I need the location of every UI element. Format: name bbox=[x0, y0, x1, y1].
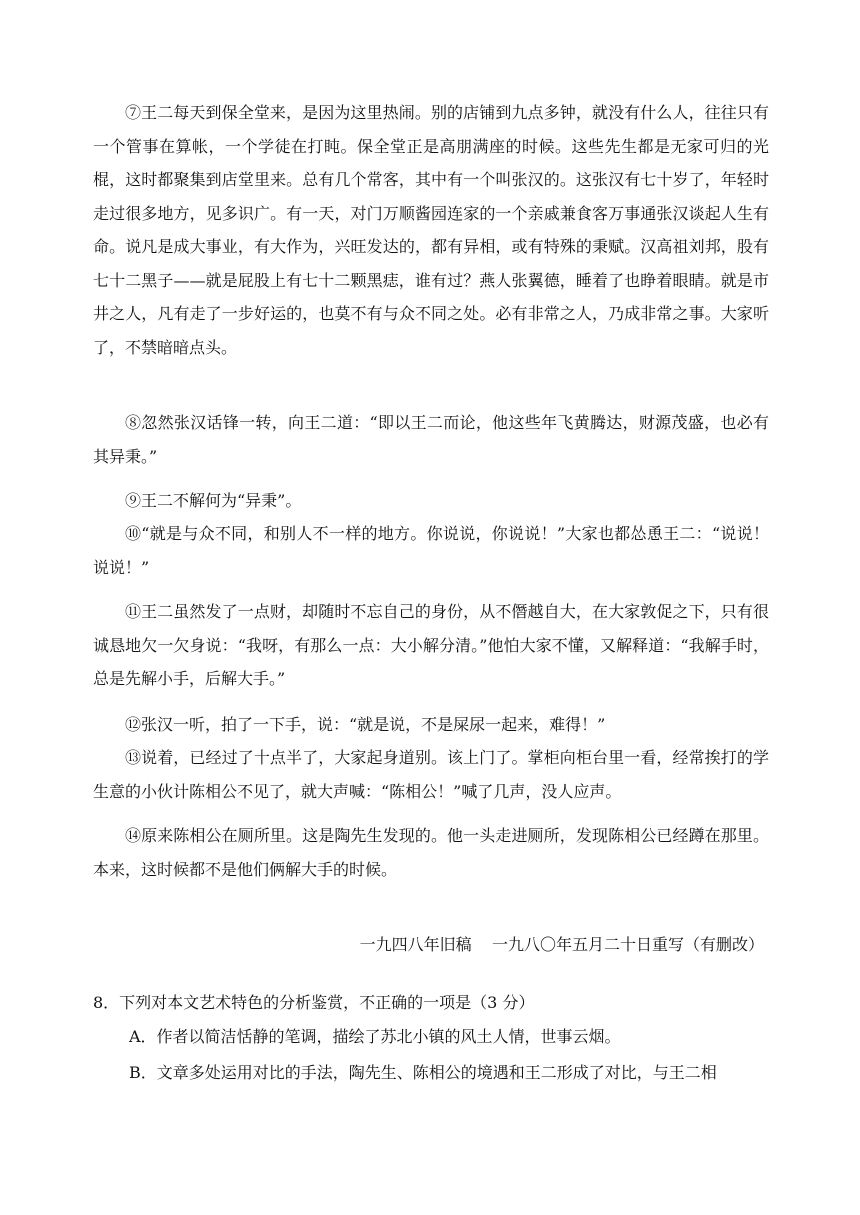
paragraph-14: ⑭原来陈相公在厕所里。这是陶先生发现的。他一头走进厕所，发现陈相公已经蹲在那里。本来，这时候都不是他们俩解大手的时候。 bbox=[93, 826, 769, 879]
author-date-note: 一九四八年旧稿 一九八〇年五月二十日重写（有删改） bbox=[359, 935, 764, 954]
paragraph-9: ⑨王二不解何为“异秉”。 bbox=[125, 491, 302, 510]
paragraph-7: ⑦王二每天到保全堂来，是因为这里热闹。别的店铺到九点多钟，就没有什么人，往往只有一个管事在算帐，一个学徒在打盹。保全堂正是高朋满座的时候。这些先生都是无家可归的光棍，这时都聚集到店堂里来。总有几个常客，其中有一个叫张汉的。这张汉有七十岁了，年轻时走过很多地方，见多识广。有一天，对门万顺酱园连家的一个亲戚兼食客万事通张汉谈起人生有命。说凡是成大事业，有大作为，兴旺发达的，都有异相，或有特殊的秉赋。汉高祖刘邦，股有七十二黑子——就是屁股上有七十二颗黑痣，谁有过？燕人张翼德，睡着了也睁着眼睛。就是市井之人，凡有走了一步好运的，也莫不有与众不同之处。必有非常之人，乃成非常之事。大家听了，不禁暗暗点头。 bbox=[93, 103, 769, 357]
paragraph-13: ⑬说着，已经过了十点半了，大家起身道别。该上门了。掌柜向柜台里一看，经常挨打的学生意的小伙计陈相公不见了，就大声喊：“陈相公！”喊了几声，没人应声。 bbox=[93, 748, 769, 801]
paragraph-12: ⑫张汉一听，拍了一下手，说：“就是说，不是屎尿一起来，难得！” bbox=[125, 715, 606, 734]
paragraph-11: ⑪王二虽然发了一点财，却随时不忘自己的身份，从不僭越自大，在大家敦促之下，只有很诚恳地欠一欠身说：“我呀，有那么一点：大小解分清。”他怕大家不懂，又解释道：“我解手时，总是先解小手，后解大手。” bbox=[93, 602, 769, 688]
paragraph-8: ⑧忽然张汉话锋一转，向王二道：“即以王二而论，他这些年飞黄腾达，财源茂盛，也必有其异秉。” bbox=[93, 413, 769, 466]
question-8-option-a: A．作者以简洁恬静的笔调，描绘了苏北小镇的风土人情，世事云烟。 bbox=[129, 1027, 621, 1046]
question-8-stem: 8．下列对本文艺术特色的分析鉴赏，不正确的一项是（3 分） bbox=[93, 993, 535, 1012]
paragraph-10: ⑩“就是与众不同，和别人不一样的地方。你说说，你说说！”大家也都怂恿王二：“说说！说说！” bbox=[93, 524, 769, 577]
question-8-option-b: B．文章多处运用对比的手法，陶先生、陈相公的境遇和王二形成了对比，与王二相 bbox=[129, 1063, 717, 1082]
